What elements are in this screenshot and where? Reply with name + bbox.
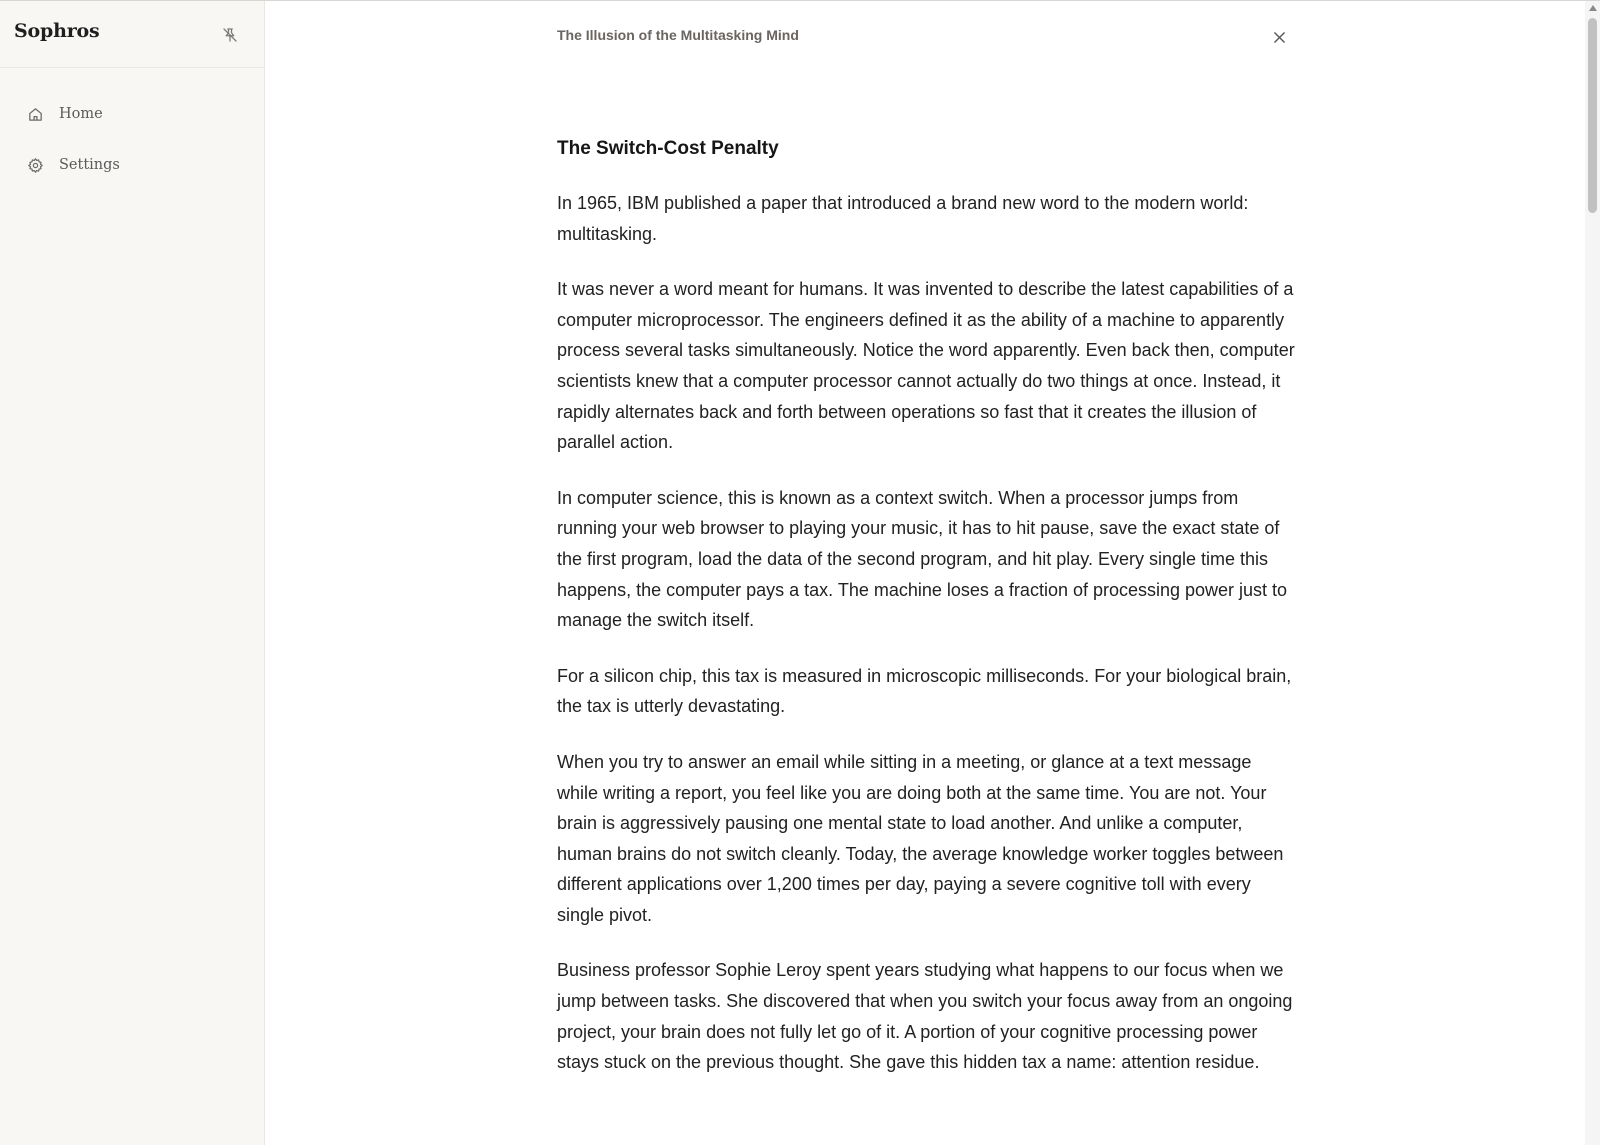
sidebar-header (0, 0, 264, 68)
window-top-border (0, 0, 1600, 1)
vertical-scrollbar[interactable] (1585, 0, 1600, 1145)
paragraph: In 1965, IBM published a paper that introduced a brand new word to the modern world: multitasking. (557, 193, 1249, 244)
unpin-icon (221, 26, 239, 44)
reader-pane (265, 0, 1585, 1145)
unpin-sidebar-button[interactable] (219, 24, 241, 46)
sidebar-item-home[interactable] (0, 96, 264, 132)
home-icon (26, 105, 44, 123)
paragraph: Business professor Sophie Leroy spent years studying what happens to our focus when we jump between tasks. She discovered that when you switch your focus away from an ongoing project, your brain does not fully let go of it. A portion of your cognitive processing power stays stuck on the previous thought. She gave this hidden tax a name: attention residue. (557, 960, 1293, 1073)
sidebar-item-label: Settings (59, 157, 120, 173)
app-logo: Sophros (14, 20, 100, 42)
sidebar-nav (0, 96, 264, 198)
paragraph: When you try to answer an email while sitting in a meeting, or glance at a text message while writing a report, you feel like you are doing both at the same time. You are not. Your brain is aggressively pausing one mental state to load another. And unlike a computer, human brains do not switch cleanly. Today, the average knowledge worker toggles between different applications over 1,200 times per day, paying a severe cognitive toll with every single pivot. (557, 751, 1284, 925)
scrollbar-thumb[interactable] (1588, 18, 1597, 213)
sidebar (0, 0, 265, 1145)
close-icon (1273, 31, 1286, 44)
section-heading: The Switch-Cost Penalty (557, 138, 779, 159)
gear-icon (26, 156, 44, 174)
sidebar-item-label: Home (59, 106, 103, 122)
paragraph: In computer science, this is known as a context switch. When a processor jumps from running your web browser to playing your music, it has to hit pause, save the exact state of the first program, load the data of the second program, and hit play. Every single time this happens, the computer pays a tax. The machine loses a fraction of processing power just to manage the switch itself. (557, 487, 1288, 631)
paragraph: For a silicon chip, this tax is measured in microscopic milliseconds. For your biological brain, the tax is utterly devastating. (557, 665, 1292, 717)
sidebar-item-settings[interactable] (0, 147, 264, 183)
close-button[interactable] (1268, 26, 1290, 48)
document-title: The Illusion of the Multitasking Mind (557, 27, 799, 43)
scroll-up-button[interactable] (1585, 0, 1600, 15)
paragraph: It was never a word meant for humans. It was invented to describe the latest capabilities of a computer microprocessor. The engineers defined it as the ability of a machine to apparently process several tasks simultaneously. Notice the word apparently. Even back then, computer scientists knew that a computer processor cannot actually do two things at once. Instead, it rapidly alternates back and forth between operations so fast that it creates the illusion of parallel action. (557, 279, 1295, 453)
arrow-up-icon (1589, 5, 1597, 11)
article-body (557, 135, 1297, 1103)
